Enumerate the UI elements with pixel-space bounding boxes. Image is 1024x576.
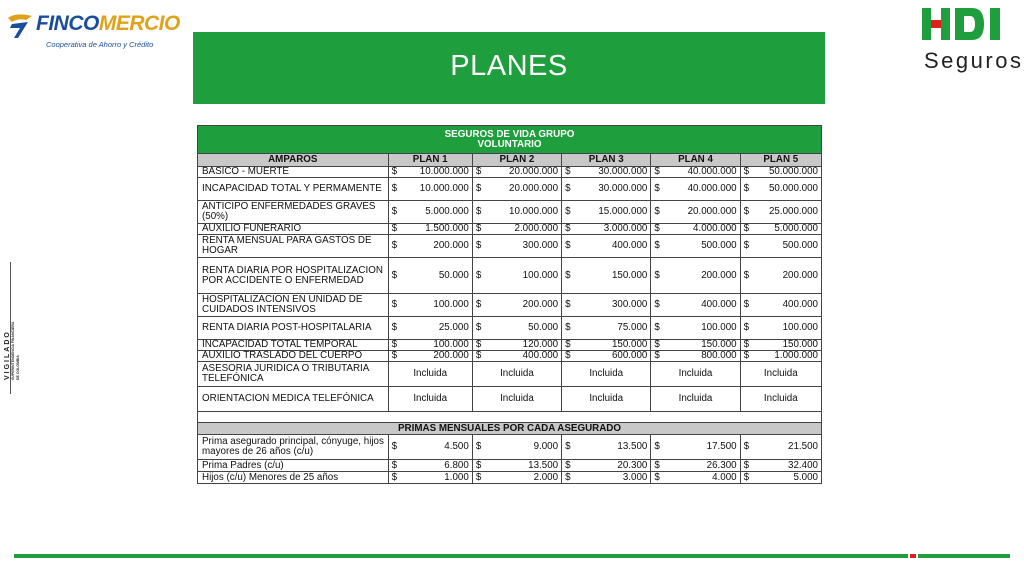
amount-cell <box>740 201 821 224</box>
amount-cell <box>472 317 561 340</box>
currency-symbol: $ <box>743 471 750 483</box>
currency-symbol: $ <box>565 206 571 217</box>
amount-value: 150.000 <box>701 339 737 350</box>
row-label: ASESORIA JURIDICA O TRIBUTARIA TELEFÓNICA <box>198 362 389 387</box>
currency-symbol: $ <box>654 223 660 234</box>
currency-symbol: $ <box>475 350 482 361</box>
amount-value: 100.000 <box>782 322 818 333</box>
amount-cell <box>388 472 472 484</box>
column-header-plan-3: PLAN 3 <box>562 154 651 167</box>
amount-cell <box>388 351 472 362</box>
amount-cell <box>388 235 472 258</box>
amount-cell <box>562 351 651 362</box>
amount-value: 4.000.000 <box>693 223 737 234</box>
amount-cell <box>651 340 740 351</box>
currency-symbol: $ <box>743 322 750 333</box>
amount-value: 25.000.000 <box>768 206 818 217</box>
amount-value: 300.000 <box>611 299 648 310</box>
amount-cell <box>472 178 561 201</box>
amount-value: 5.000.000 <box>425 206 469 217</box>
row-label: BASICO - MUERTE <box>198 167 389 178</box>
amount-cell <box>740 435 821 460</box>
amount-value: 50.000 <box>528 322 559 333</box>
amount-value: 32.400 <box>788 459 818 471</box>
row-label: Prima Padres (c/u) <box>198 460 389 472</box>
currency-symbol: $ <box>475 441 482 452</box>
amount-cell <box>472 460 561 472</box>
amount-value: 17.500 <box>706 441 737 452</box>
table-row <box>198 201 822 224</box>
amount-cell <box>740 258 821 294</box>
column-header-plan-5: PLAN 5 <box>740 154 821 167</box>
row-label: ORIENTACION MEDICA TELEFÓNICA <box>198 387 389 412</box>
amount-cell <box>651 435 740 460</box>
currency-symbol: $ <box>391 441 398 452</box>
currency-symbol: $ <box>743 339 750 350</box>
amount-cell <box>472 472 561 484</box>
table-row <box>198 294 822 317</box>
amount-cell <box>472 201 561 224</box>
currency-symbol: $ <box>743 350 750 361</box>
amount-cell <box>562 258 651 294</box>
currency-symbol: $ <box>391 206 398 217</box>
vigilado-sub-text-1: SUPERINTENDENCIA FINANCIERA <box>11 321 15 380</box>
currency-symbol: $ <box>565 166 571 177</box>
currency-symbol: $ <box>565 240 571 251</box>
fincomercio-swoosh-icon <box>6 10 40 40</box>
amount-cell <box>388 224 472 235</box>
currency-symbol: $ <box>743 166 750 177</box>
table-title-line-2: VOLUNTARIO <box>477 138 542 150</box>
table-row <box>198 351 822 362</box>
hdi-wordmark-icon <box>922 8 1014 42</box>
amount-cell <box>472 258 561 294</box>
amount-cell <box>472 435 561 460</box>
amount-cell <box>651 317 740 340</box>
amount-value: 500.000 <box>782 240 818 251</box>
included-cell: Incluida <box>472 362 561 387</box>
amount-value: 2.000.000 <box>514 223 559 234</box>
currency-symbol: $ <box>565 350 571 361</box>
currency-symbol: $ <box>743 269 750 281</box>
row-label: INCAPACIDAD TOTAL TEMPORAL <box>198 340 389 351</box>
currency-symbol: $ <box>654 299 660 310</box>
currency-symbol: $ <box>743 223 750 234</box>
amount-value: 20.300 <box>617 459 648 471</box>
amount-cell <box>562 340 651 351</box>
amount-cell <box>388 435 472 460</box>
amount-cell <box>472 167 561 178</box>
amount-value: 50.000.000 <box>768 183 818 194</box>
table-title <box>198 126 822 154</box>
hdi-seguros-logo <box>922 8 1024 73</box>
vigilado-main-text: VIGILADO <box>4 330 11 380</box>
included-cell: Incluida <box>562 387 651 412</box>
currency-symbol: $ <box>654 339 660 350</box>
amount-value: 30.000.000 <box>598 166 648 177</box>
included-cell: Incluida <box>740 387 821 412</box>
row-label: HOSPITALIZACION EN UNIDAD DE CUIDADOS INTENSIVOS <box>198 294 389 317</box>
amount-cell <box>651 294 740 317</box>
amount-value: 120.000 <box>522 339 559 350</box>
amount-cell <box>651 351 740 362</box>
amount-cell <box>388 178 472 201</box>
currency-symbol: $ <box>654 206 660 217</box>
amount-value: 400.000 <box>782 299 818 310</box>
currency-symbol: $ <box>654 269 660 281</box>
table-row <box>198 178 822 201</box>
currency-symbol: $ <box>475 206 482 217</box>
amount-value: 500.000 <box>701 240 737 251</box>
amount-cell <box>562 224 651 235</box>
currency-symbol: $ <box>654 459 660 471</box>
amount-cell <box>562 201 651 224</box>
amount-cell <box>472 340 561 351</box>
table-row <box>198 235 822 258</box>
amount-cell <box>740 340 821 351</box>
amount-cell <box>651 235 740 258</box>
amount-value: 50.000 <box>438 269 469 281</box>
amount-value: 6.800 <box>444 459 469 471</box>
amount-value: 150.000 <box>611 339 648 350</box>
amount-cell <box>740 167 821 178</box>
currency-symbol: $ <box>654 240 660 251</box>
currency-symbol: $ <box>391 166 398 177</box>
amount-cell <box>740 460 821 472</box>
premium-header: PRIMAS MENSUALES POR CADA ASEGURADO <box>198 423 822 435</box>
amount-value: 50.000.000 <box>768 166 818 177</box>
currency-symbol: $ <box>743 459 750 471</box>
amount-cell <box>562 460 651 472</box>
amount-value: 400.000 <box>611 240 648 251</box>
amount-cell <box>562 167 651 178</box>
amount-cell <box>388 460 472 472</box>
column-header-plan-4: PLAN 4 <box>651 154 740 167</box>
currency-symbol: $ <box>475 339 482 350</box>
amount-value: 9.000 <box>533 441 559 452</box>
currency-symbol: $ <box>565 322 571 333</box>
included-cell: Incluida <box>740 362 821 387</box>
currency-symbol: $ <box>743 441 750 452</box>
amount-value: 4.500 <box>444 441 469 452</box>
amount-cell <box>562 294 651 317</box>
row-label: RENTA DIARIA POST-HOSPITALARIA <box>198 317 389 340</box>
amount-value: 200.000 <box>433 240 469 251</box>
fincomercio-tagline: Cooperativa de Ahorro y Crédito <box>46 40 154 49</box>
amount-cell <box>651 224 740 235</box>
hdi-seguros-text: Seguros <box>924 48 1024 73</box>
amount-value: 800.000 <box>701 350 737 361</box>
amount-value: 25.000 <box>438 322 469 333</box>
amount-value: 4.000 <box>712 471 737 483</box>
amount-value: 100.000 <box>522 269 559 281</box>
row-label: RENTA MENSUAL PARA GASTOS DE HOGAR <box>198 235 389 258</box>
currency-symbol: $ <box>565 441 571 452</box>
amount-value: 2.000 <box>533 471 559 483</box>
amount-value: 30.000.000 <box>598 183 648 194</box>
currency-symbol: $ <box>391 269 398 281</box>
amount-cell <box>562 317 651 340</box>
premium-header-row <box>198 423 822 435</box>
amount-cell <box>388 201 472 224</box>
amount-cell <box>472 235 561 258</box>
included-cell: Incluida <box>472 387 561 412</box>
currency-symbol: $ <box>391 322 398 333</box>
currency-symbol: $ <box>391 471 398 483</box>
currency-symbol: $ <box>565 459 571 471</box>
amount-value: 13.500 <box>617 441 648 452</box>
currency-symbol: $ <box>565 471 571 483</box>
amount-value: 75.000 <box>617 322 648 333</box>
amount-value: 21.500 <box>788 441 818 452</box>
column-header-row <box>198 154 822 167</box>
table-row <box>198 317 822 340</box>
amount-value: 5.000 <box>793 471 818 483</box>
currency-symbol: $ <box>565 223 571 234</box>
amount-cell <box>388 317 472 340</box>
column-header-plan-2: PLAN 2 <box>472 154 561 167</box>
amount-value: 26.300 <box>706 459 737 471</box>
table-row <box>198 167 822 178</box>
amount-value: 10.000.000 <box>419 166 469 177</box>
row-label: INCAPACIDAD TOTAL Y PERMAMENTE <box>198 178 389 201</box>
amount-value: 1.000.000 <box>774 350 818 361</box>
amount-cell <box>388 258 472 294</box>
amount-value: 200.000 <box>701 269 737 281</box>
amount-value: 15.000.000 <box>598 206 648 217</box>
currency-symbol: $ <box>565 269 571 281</box>
currency-symbol: $ <box>654 183 660 194</box>
amount-cell <box>388 167 472 178</box>
amount-cell <box>740 235 821 258</box>
amount-cell <box>740 472 821 484</box>
currency-symbol: $ <box>475 166 482 177</box>
currency-symbol: $ <box>654 471 660 483</box>
currency-symbol: $ <box>391 223 398 234</box>
page-title: PLANES <box>450 50 568 82</box>
currency-symbol: $ <box>475 183 482 194</box>
row-label: ANTICIPO ENFERMEDADES GRAVES (50%) <box>198 201 389 224</box>
amount-cell <box>388 294 472 317</box>
table-row <box>198 340 822 351</box>
included-cell: Incluida <box>388 362 472 387</box>
amount-cell <box>562 235 651 258</box>
included-cell: Incluida <box>388 387 472 412</box>
currency-symbol: $ <box>475 299 482 310</box>
table-row <box>198 362 822 387</box>
amount-value: 13.500 <box>528 459 559 471</box>
amount-value: 400.000 <box>701 299 737 310</box>
amount-value: 400.000 <box>522 350 559 361</box>
amount-cell <box>651 167 740 178</box>
currency-symbol: $ <box>654 166 660 177</box>
amount-cell <box>740 224 821 235</box>
amount-cell <box>651 201 740 224</box>
table-title-row <box>198 126 822 154</box>
currency-symbol: $ <box>565 339 571 350</box>
amount-value: 600.000 <box>611 350 648 361</box>
row-label: AUXILIO FUNERARIO <box>198 224 389 235</box>
amount-cell <box>472 224 561 235</box>
fincomercio-wordmark: FINCOMERCIO <box>36 12 180 35</box>
amount-value: 20.000.000 <box>687 206 737 217</box>
amount-value: 10.000.000 <box>419 183 469 194</box>
vigilado-label <box>4 322 21 380</box>
currency-symbol: $ <box>475 459 482 471</box>
currency-symbol: $ <box>391 183 398 194</box>
amount-cell <box>740 294 821 317</box>
amount-value: 20.000.000 <box>509 183 559 194</box>
amount-cell <box>651 178 740 201</box>
premium-row <box>198 472 822 484</box>
amount-value: 20.000.000 <box>509 166 559 177</box>
spacer-cell <box>198 412 822 423</box>
amount-value: 3.000 <box>622 471 648 483</box>
amount-value: 150.000 <box>611 269 648 281</box>
currency-symbol: $ <box>475 471 482 483</box>
column-header-amparos: AMPAROS <box>198 154 389 167</box>
currency-symbol: $ <box>475 223 482 234</box>
amount-value: 3.000.000 <box>603 223 648 234</box>
footer-green-line-end <box>918 554 1010 558</box>
footer-green-line <box>14 554 908 558</box>
currency-symbol: $ <box>391 299 398 310</box>
amount-cell <box>740 178 821 201</box>
amount-cell <box>562 178 651 201</box>
amount-cell <box>562 472 651 484</box>
currency-symbol: $ <box>391 339 398 350</box>
amount-value: 10.000.000 <box>509 206 559 217</box>
amount-value: 40.000.000 <box>687 166 737 177</box>
amount-value: 100.000 <box>701 322 737 333</box>
row-label: Prima asegurado principal, cónyuge, hijos mayores de 26 años (c/u) <box>198 435 389 460</box>
currency-symbol: $ <box>475 322 482 333</box>
amount-value: 1.000 <box>444 471 469 483</box>
amount-cell <box>651 258 740 294</box>
amount-cell <box>740 317 821 340</box>
table-row <box>198 224 822 235</box>
amount-value: 200.000 <box>522 299 559 310</box>
table-spacer-row <box>198 412 822 423</box>
amount-cell <box>740 351 821 362</box>
currency-symbol: $ <box>743 206 750 217</box>
table-row <box>198 387 822 412</box>
amount-value: 5.000.000 <box>774 223 818 234</box>
plans-table <box>197 125 822 484</box>
amount-cell <box>651 460 740 472</box>
amount-value: 200.000 <box>433 350 469 361</box>
table-title-line-1: SEGUROS DE VIDA GRUPO <box>444 128 575 140</box>
vigilado-sub-text-2: DE COLOMBIA <box>16 355 20 380</box>
currency-symbol: $ <box>743 240 750 251</box>
row-label: Hijos (c/u) Menores de 25 años <box>198 472 389 484</box>
amount-cell <box>388 340 472 351</box>
currency-symbol: $ <box>654 441 660 452</box>
included-cell: Incluida <box>651 387 740 412</box>
amount-value: 150.000 <box>782 339 818 350</box>
amount-value: 40.000.000 <box>687 183 737 194</box>
premium-row <box>198 435 822 460</box>
amount-cell <box>562 435 651 460</box>
currency-symbol: $ <box>565 183 571 194</box>
title-banner <box>193 32 825 104</box>
currency-symbol: $ <box>391 240 398 251</box>
row-label: AUXILIO TRASLADO DEL CUERPO <box>198 351 389 362</box>
currency-symbol: $ <box>743 299 750 310</box>
included-cell: Incluida <box>562 362 651 387</box>
currency-symbol: $ <box>475 269 482 281</box>
included-cell: Incluida <box>651 362 740 387</box>
currency-symbol: $ <box>565 299 571 310</box>
amount-cell <box>651 472 740 484</box>
table-row <box>198 258 822 294</box>
amount-value: 100.000 <box>433 339 469 350</box>
currency-symbol: $ <box>654 322 660 333</box>
amount-value: 200.000 <box>782 269 818 281</box>
currency-symbol: $ <box>391 350 398 361</box>
column-header-plan-1: PLAN 1 <box>388 154 472 167</box>
row-label: RENTA DIARIA POR HOSPITALIZACION POR ACCIDENTE O ENFERMEDAD <box>198 258 389 294</box>
footer-red-accent <box>910 554 916 558</box>
currency-symbol: $ <box>654 350 660 361</box>
amount-value: 300.000 <box>522 240 559 251</box>
amount-value: 1.500.000 <box>425 223 469 234</box>
currency-symbol: $ <box>391 459 398 471</box>
amount-cell <box>472 351 561 362</box>
premium-row <box>198 460 822 472</box>
amount-cell <box>472 294 561 317</box>
fincomercio-logo <box>6 8 184 52</box>
currency-symbol: $ <box>475 240 482 251</box>
amount-value: 100.000 <box>433 299 469 310</box>
currency-symbol: $ <box>743 183 750 194</box>
